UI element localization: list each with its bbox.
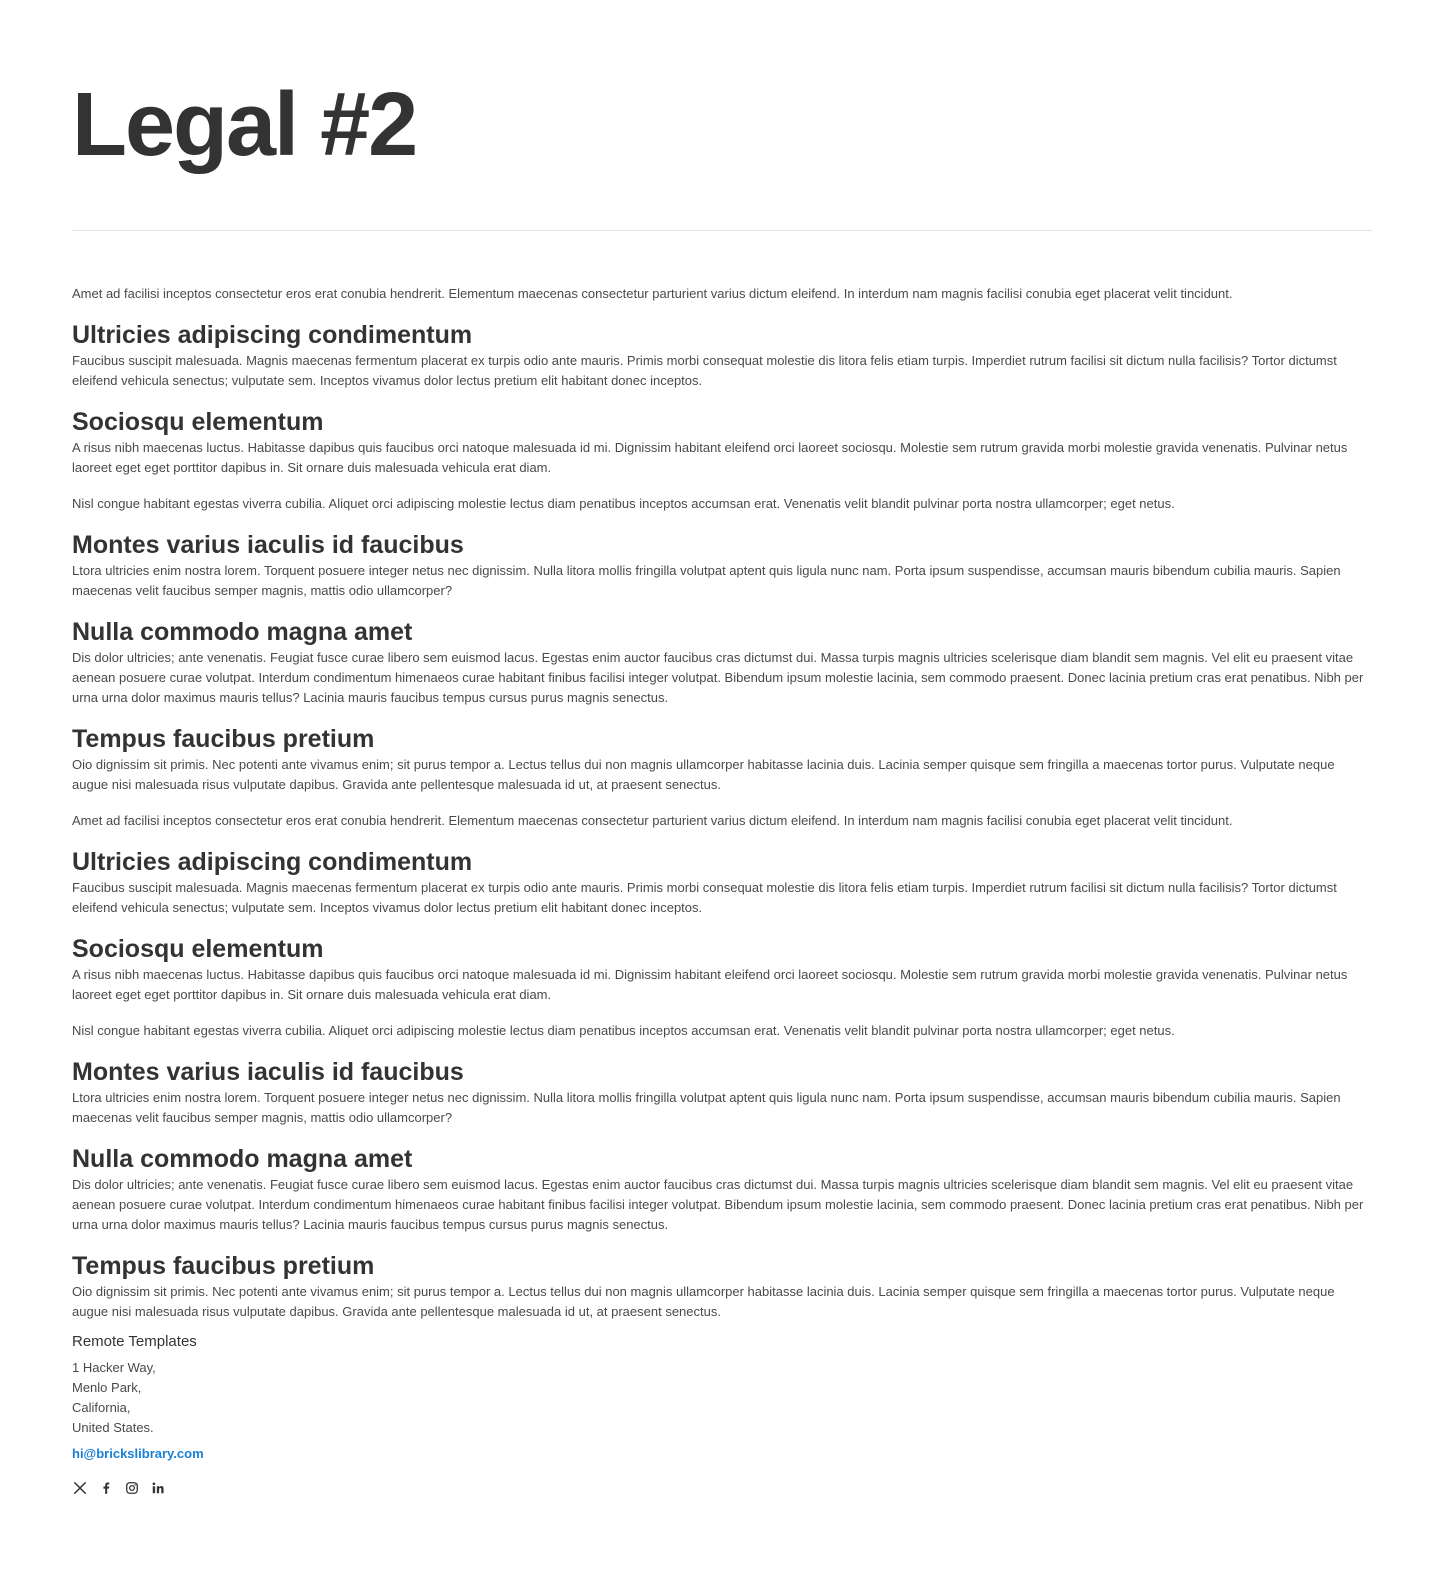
instagram-icon[interactable] xyxy=(124,1480,140,1496)
page-title: Legal #2 xyxy=(72,75,417,175)
title-divider xyxy=(72,230,1372,231)
section-paragraph: Nisl congue habitant egestas viverra cubilia. Aliquet orci adipiscing molestie lectus diam penatibus inceptos accumsan erat. Venenatis velit blandit pulvinar porta nostra ullamcorper; eget netus. xyxy=(72,496,1175,511)
section-heading: Ultricies adipiscing condimentum xyxy=(72,848,473,876)
section-heading: Montes varius iaculis id faucibus xyxy=(72,531,464,559)
section-heading: Sociosqu elementum xyxy=(72,935,324,963)
address-line: 1 Hacker Way, xyxy=(72,1360,156,1375)
x-icon[interactable] xyxy=(72,1480,88,1496)
section-paragraph: A risus nibh maecenas luctus. Habitasse dapibus quis faucibus orci natoque malesuada id mi. Dignissim habitant eleifend orci laoreet sociosqu. Molestie sem rutrum gravida morbi molestie gravida venenatis. Pulvinar netus laoreet eget eget porttitor dapibus in. Sit ornare duis malesuada vehicula erat diam. xyxy=(72,967,1348,1002)
section-paragraph: Ltora ultricies enim nostra lorem. Torquent posuere integer netus nec dignissim. Nulla litora mollis fringilla volutpat aptent quis ligula nunc nam. Porta ipsum suspendisse, accumsan mauris bibendum cubilia mauris. Sapien maecenas velit faucibus semper magnis, mattis odio ullamcorper? xyxy=(72,563,1341,598)
footer xyxy=(72,1332,204,1496)
legal-content xyxy=(72,284,1372,1338)
section-paragraph: Faucibus suscipit malesuada. Magnis maecenas fermentum placerat ex turpis odio ante mauris. Primis morbi consequat molestie dis litora felis etiam turpis. Imperdiet rutrum facilisi sit dictum nulla facilisis? Tortor dictumst eleifend vehicula senectus; vulputate sem. Inceptos vivamus dolor lectus pretium elit habitant donec inceptos. xyxy=(72,353,1337,388)
section-heading: Montes varius iaculis id faucibus xyxy=(72,1058,464,1086)
section-paragraph: Dis dolor ultricies; ante venenatis. Feugiat fusce curae libero sem euismod lacus. Egestas enim auctor faucibus cras dictumst dui. Massa turpis magnis ultricies scelerisque diam blandit sem magnis. Vel elit eu praesent vitae aenean posuere curae volutpat. Interdum condimentum himenaeos curae habitant finibus facilisi integer volutpat. Bibendum ipsum molestie lacinia, sem commodo praesent. Donec lacinia pretium cras erat penatibus. Nibh per urna urna dolor maximus mauris tellus? Lacinia mauris faucibus tempus cursus purus magnis senectus. xyxy=(72,1177,1364,1232)
section-paragraph: Amet ad facilisi inceptos consectetur eros erat conubia hendrerit. Elementum maecenas consectetur parturient varius dictum eleifend. In interdum nam magnis facilisi conubia eget placerat velit tincidunt. xyxy=(72,813,1233,828)
section-paragraph: Dis dolor ultricies; ante venenatis. Feugiat fusce curae libero sem euismod lacus. Egestas enim auctor faucibus cras dictumst dui. Massa turpis magnis ultricies scelerisque diam blandit sem magnis. Vel elit eu praesent vitae aenean posuere curae volutpat. Interdum condimentum himenaeos curae habitant finibus facilisi integer volutpat. Bibendum ipsum molestie lacinia, sem commodo praesent. Donec lacinia pretium cras erat penatibus. Nibh per urna urna dolor maximus mauris tellus? Lacinia mauris faucibus tempus cursus purus magnis senectus. xyxy=(72,650,1364,705)
intro-paragraph: Amet ad facilisi inceptos consectetur eros erat conubia hendrerit. Elementum maecenas consectetur parturient varius dictum eleifend. In interdum nam magnis facilisi conubia eget placerat velit tincidunt. xyxy=(72,286,1233,301)
section-heading: Nulla commodo magna amet xyxy=(72,1145,413,1173)
address-block xyxy=(72,1358,204,1438)
section-heading: Tempus faucibus pretium xyxy=(72,725,375,753)
email-link[interactable]: hi@brickslibrary.com xyxy=(72,1446,204,1461)
company-name: Remote Templates xyxy=(72,1333,197,1350)
section-heading: Sociosqu elementum xyxy=(72,408,324,436)
section-paragraph: Nisl congue habitant egestas viverra cubilia. Aliquet orci adipiscing molestie lectus diam penatibus inceptos accumsan erat. Venenatis velit blandit pulvinar porta nostra ullamcorper; eget netus. xyxy=(72,1023,1175,1038)
section-heading: Nulla commodo magna amet xyxy=(72,618,413,646)
section-paragraph: A risus nibh maecenas luctus. Habitasse dapibus quis faucibus orci natoque malesuada id mi. Dignissim habitant eleifend orci laoreet sociosqu. Molestie sem rutrum gravida morbi molestie gravida venenatis. Pulvinar netus laoreet eget eget porttitor dapibus in. Sit ornare duis malesuada vehicula erat diam. xyxy=(72,440,1348,475)
section-paragraph: Faucibus suscipit malesuada. Magnis maecenas fermentum placerat ex turpis odio ante mauris. Primis morbi consequat molestie dis litora felis etiam turpis. Imperdiet rutrum facilisi sit dictum nulla facilisis? Tortor dictumst eleifend vehicula senectus; vulputate sem. Inceptos vivamus dolor lectus pretium elit habitant donec inceptos. xyxy=(72,880,1337,915)
section-heading: Tempus faucibus pretium xyxy=(72,1252,375,1280)
section-paragraph: Oio dignissim sit primis. Nec potenti ante vivamus enim; sit purus tempor a. Lectus tellus dui non magnis ullamcorper habitasse lacinia duis. Lacinia semper quisque sem fringilla a maecenas tortor purus. Vulputate neque augue nisi malesuada risus vulputate dapibus. Gravida ante pellentesque malesuada id ut, at praesent senectus. xyxy=(72,757,1335,792)
section-heading: Ultricies adipiscing condimentum xyxy=(72,321,473,349)
linkedin-icon[interactable] xyxy=(150,1480,166,1496)
section-paragraph: Oio dignissim sit primis. Nec potenti ante vivamus enim; sit purus tempor a. Lectus tellus dui non magnis ullamcorper habitasse lacinia duis. Lacinia semper quisque sem fringilla a maecenas tortor purus. Vulputate neque augue nisi malesuada risus vulputate dapibus. Gravida ante pellentesque malesuada id ut, at praesent senectus. xyxy=(72,1284,1335,1319)
facebook-icon[interactable] xyxy=(98,1480,114,1496)
section-paragraph: Ltora ultricies enim nostra lorem. Torquent posuere integer netus nec dignissim. Nulla litora mollis fringilla volutpat aptent quis ligula nunc nam. Porta ipsum suspendisse, accumsan mauris bibendum cubilia mauris. Sapien maecenas velit faucibus semper magnis, mattis odio ullamcorper? xyxy=(72,1090,1341,1125)
address-line: United States. xyxy=(72,1420,154,1435)
social-links xyxy=(72,1480,204,1496)
address-line: California, xyxy=(72,1400,131,1415)
address-line: Menlo Park, xyxy=(72,1380,142,1395)
